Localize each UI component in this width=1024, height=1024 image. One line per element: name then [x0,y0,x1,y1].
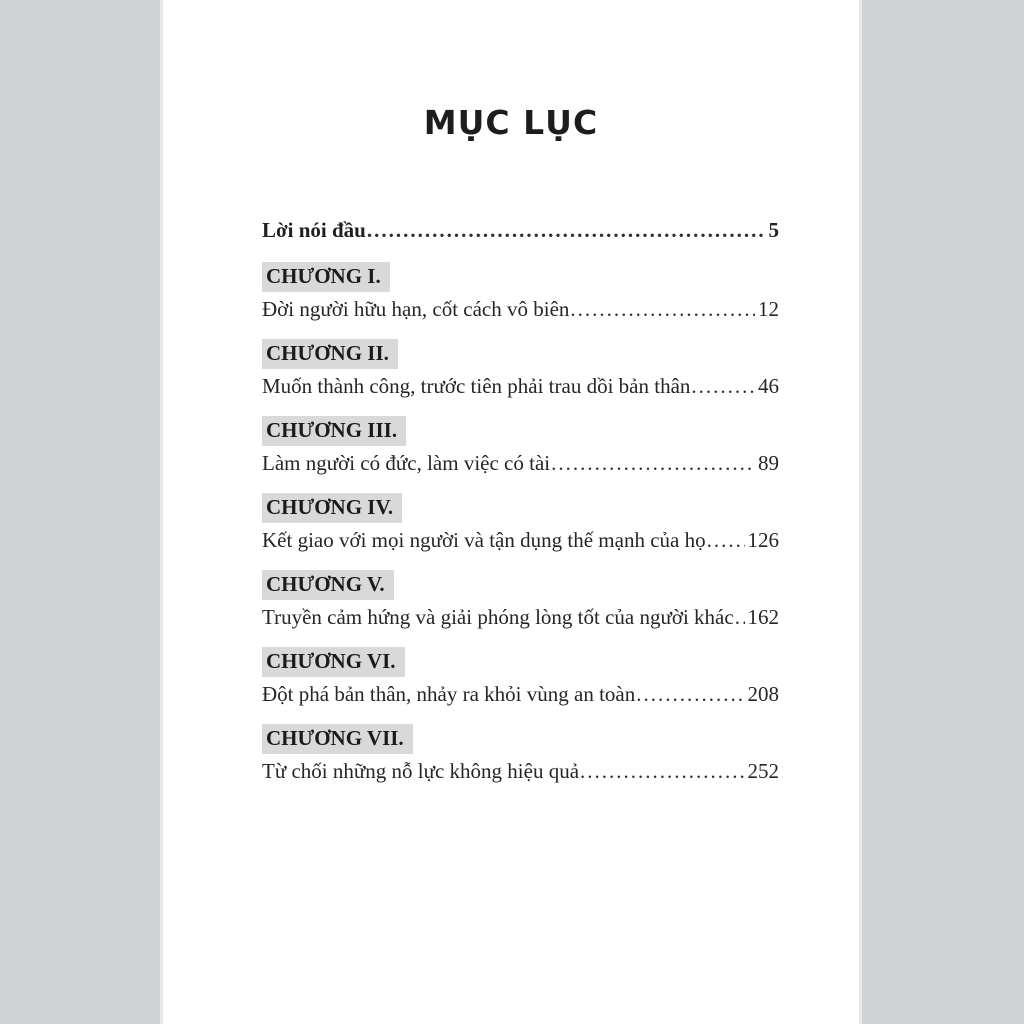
page-number: 89 [758,451,779,475]
chapter-label: CHƯƠNG V. [262,570,394,600]
page-number: 46 [758,374,779,398]
chapter-label: CHƯƠNG IV. [262,493,402,523]
dot-leader [735,604,745,631]
toc-entry-chapter-7 [262,724,779,785]
dot-leader [551,450,755,477]
chapter-title: Đột phá bản thân, nhảy ra khỏi vùng an toàn [262,682,636,706]
page-number: 126 [747,528,779,552]
toc-page-title: MỤC LỤC [423,103,599,142]
toc-entry-chapter-3 [262,416,779,477]
chapter-label: CHƯƠNG III. [262,416,406,446]
chapter-title: Làm người có đức, làm việc có tài [262,451,551,475]
chapter-title: Truyền cảm hứng và giải phóng lòng tốt của người khác [262,605,734,629]
page-number: 162 [747,605,779,629]
dot-leader [367,216,766,244]
toc-entry-chapter-2 [262,339,779,400]
toc-entry-chapter-6 [262,647,779,708]
toc-entry-chapter-5 [262,570,779,631]
book-page [163,0,859,1024]
dot-leader [691,373,755,400]
page-number: 252 [747,759,779,783]
chapter-title: Đời người hữu hạn, cốt cách vô biên [262,297,570,321]
dot-leader [636,681,744,708]
toc-entry-chapter-1 [262,262,779,323]
page-number: 5 [768,218,779,242]
chapter-title: Kết giao với mọi người và tận dụng thế mạnh của họ [262,528,706,552]
chapter-label: CHƯƠNG VI. [262,647,405,677]
toc-entry-chapter-4 [262,493,779,554]
chapter-label: CHƯƠNG II. [262,339,398,369]
dot-leader [707,527,745,554]
page-number: 12 [758,297,779,321]
table-of-contents [262,216,779,801]
chapter-title: Từ chối những nỗ lực không hiệu quả [262,759,580,783]
page-number: 208 [747,682,779,706]
chapter-label: CHƯƠNG I. [262,262,390,292]
dot-leader [570,296,755,323]
chapter-label: CHƯƠNG VII. [262,724,413,754]
chapter-title: Muốn thành công, trước tiên phải trau dồi bản thân [262,374,691,398]
toc-entry-intro [262,216,779,244]
dot-leader [580,758,744,785]
intro-title: Lời nói đầu [262,218,366,242]
